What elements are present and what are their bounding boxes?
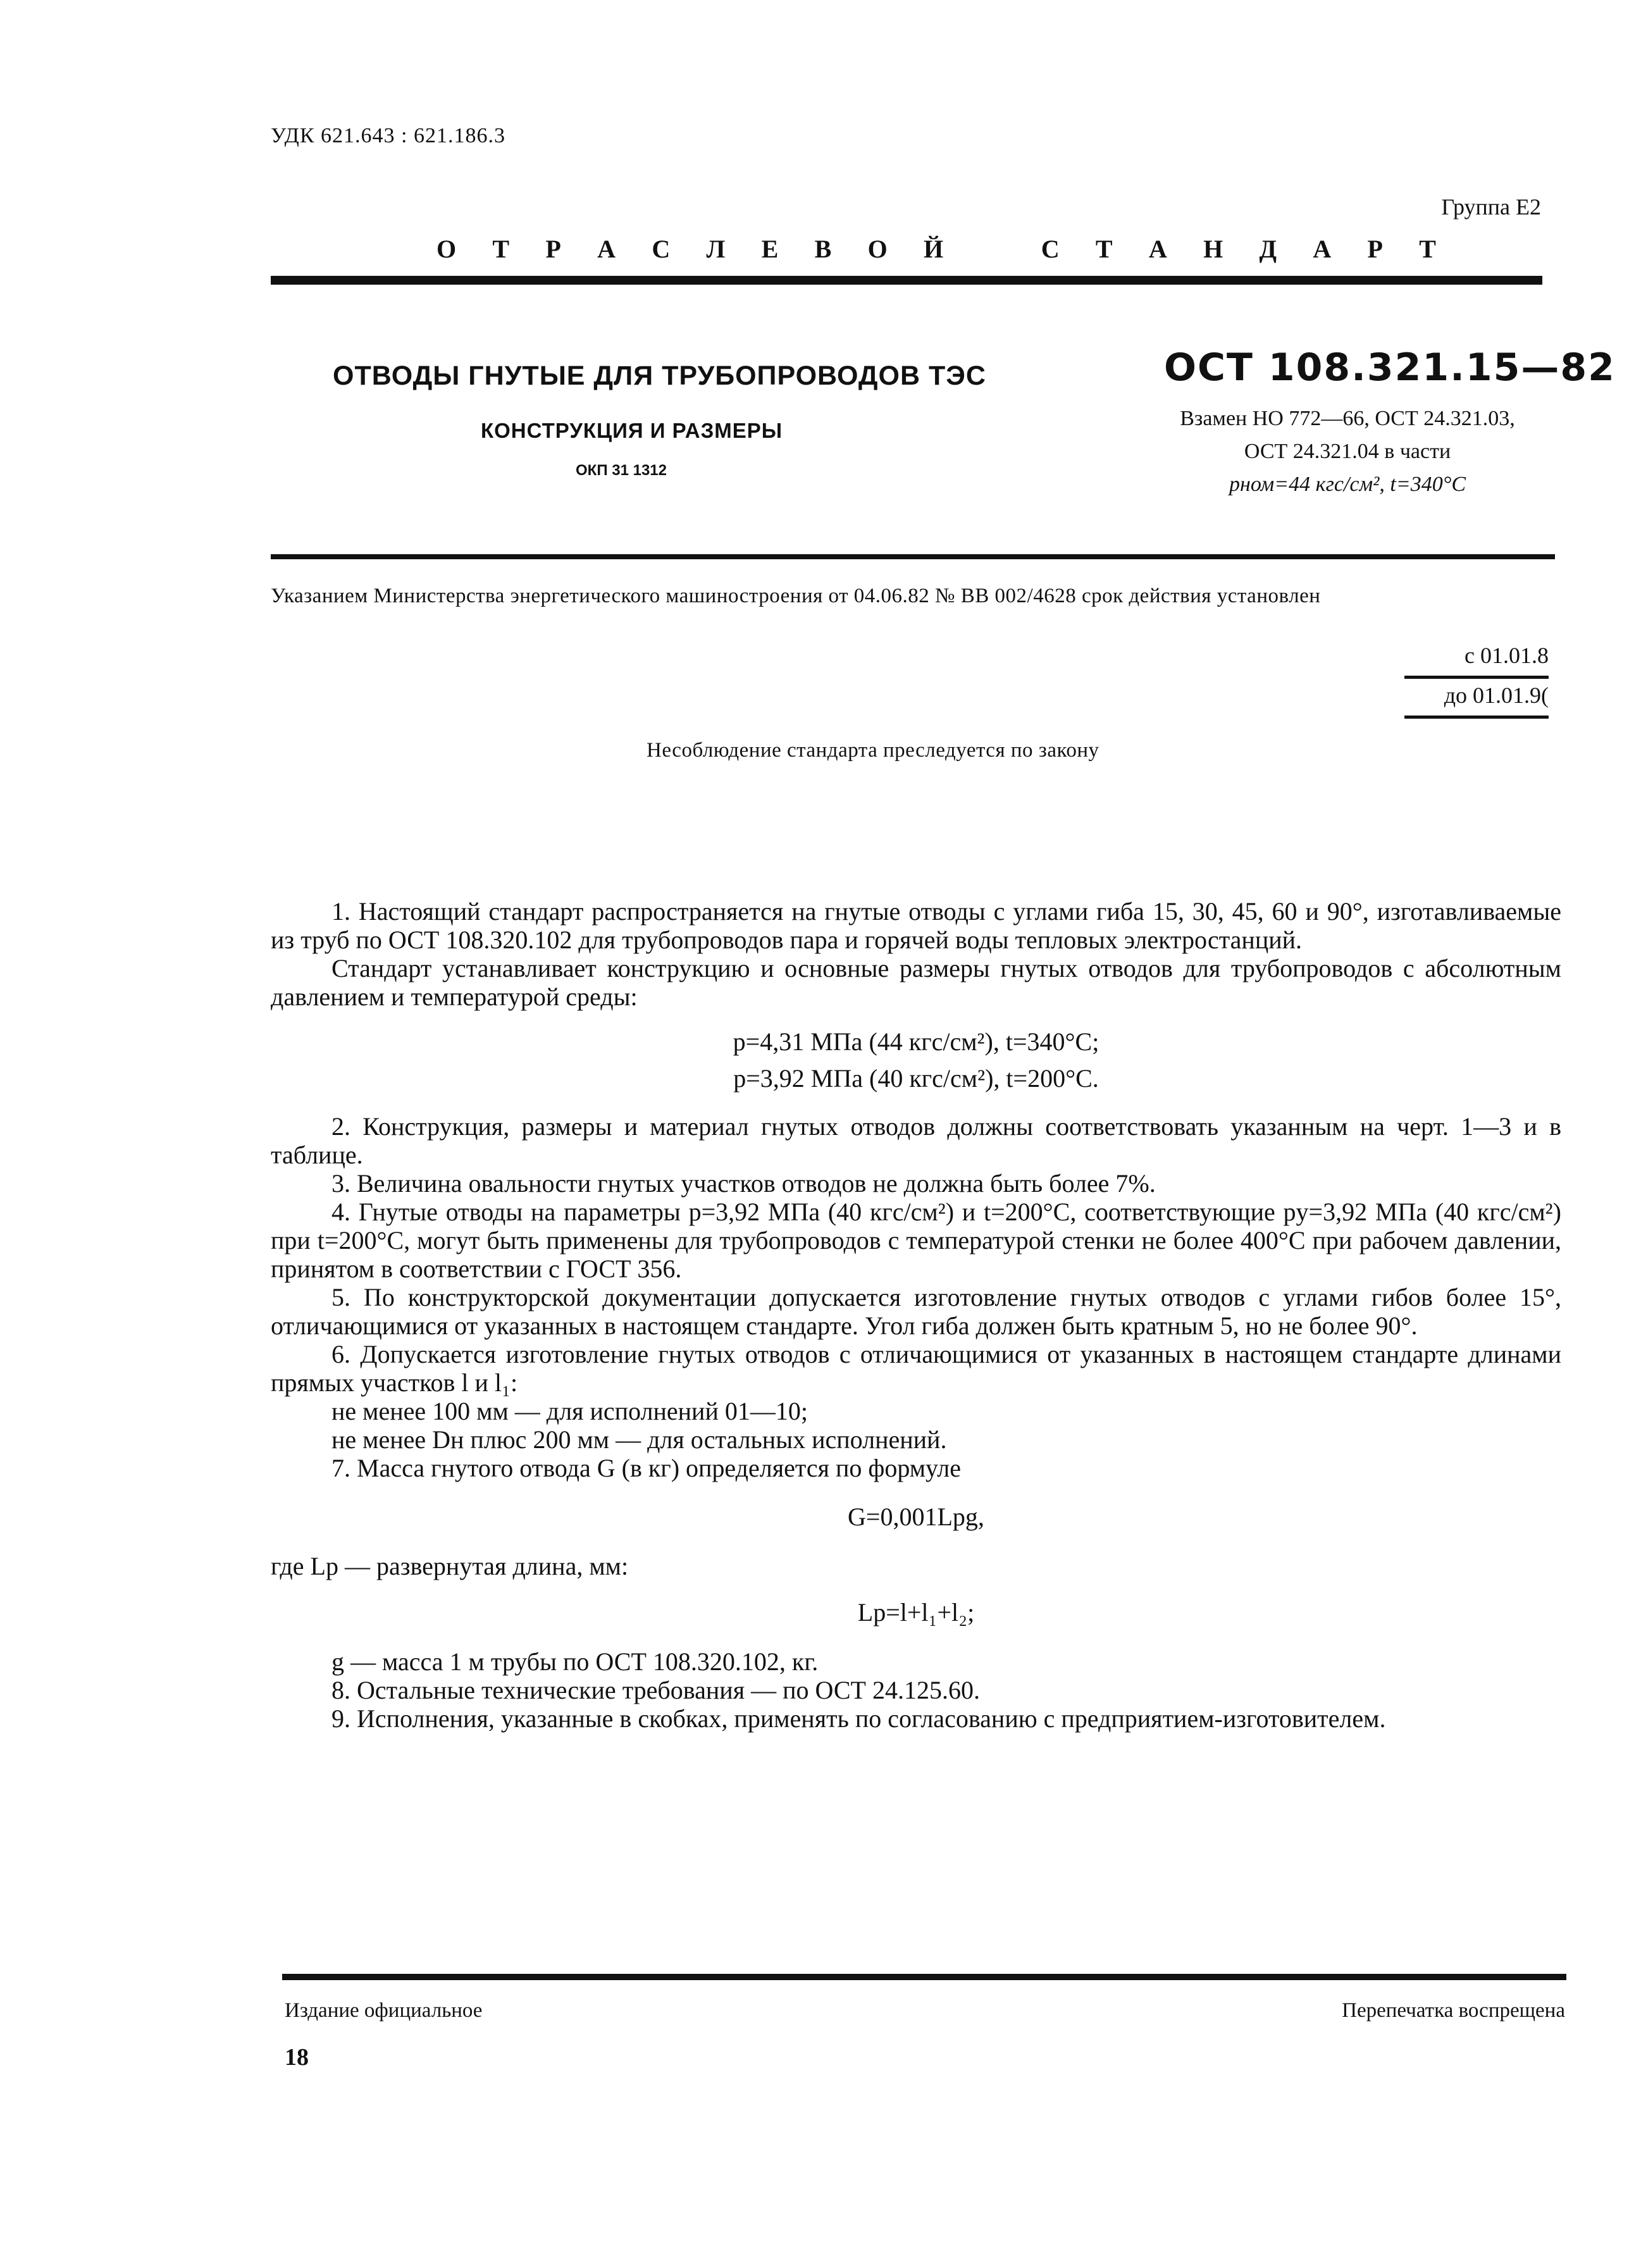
heading-letter: Е: [761, 235, 779, 263]
paragraph-7b: g — масса 1 м трубы по ОСТ 108.320.102, кг.: [331, 1647, 819, 1676]
replaces-line: pном=44 кгс/см², t=340°C: [1229, 473, 1466, 496]
heading-letter: Р: [545, 235, 561, 263]
paragraph-4: 4. Гнутые отводы на параметры p=3,92 МПа (40 кгс/см²) и t=200°C, соответствующие pу=3,92 МПа (40 кгс/см²) при t=200°C, могут быть применены для трубопроводов с температурой стенки не более 400°C при рабочем давлении, принятом в соответствии с ГОСТ 356.: [271, 1198, 1561, 1283]
paragraph-6: 6. Допускается изготовление гнутых отводов с отличающимися от указанных в настоящем стандарте длинами прямых участков l и l₁:: [271, 1340, 1561, 1397]
heading-letter: Н: [1203, 235, 1223, 263]
valid-from: с 01.01.8: [1404, 639, 1549, 679]
heading-letter: А: [1148, 235, 1167, 263]
heading-letter: Л: [706, 235, 726, 263]
heading-letter: В: [814, 235, 832, 263]
paragraph-3: 3. Величина овальности гнутых участков отводов не должна быть более 7%.: [331, 1169, 1156, 1198]
heading-letter: Р: [1367, 235, 1383, 263]
paragraph-6b: не менее Dн плюс 200 мм — для остальных исполнений.: [331, 1425, 947, 1454]
header-rule: [271, 276, 1542, 285]
page-number: 18: [285, 2044, 309, 2071]
reprint-prohibited-label: Перепечатка воспрещена: [1342, 1999, 1565, 2022]
heading-letter: Т: [1419, 235, 1436, 263]
decree-text: Указанием Министерства энергетического машиностроения от 04.06.82 № ВВ 002/4628 срок действия установлен: [271, 585, 1321, 607]
standard-number: ОСТ 108.321.15—82: [1164, 345, 1616, 390]
standard-type-heading: [437, 234, 1436, 264]
penalty-notice: Несоблюдение стандарта преследуется по закону: [647, 739, 1099, 762]
validity-dates: [1404, 639, 1549, 719]
valid-to: до 01.01.9(: [1404, 679, 1549, 719]
official-edition-label: Издание официальное: [285, 1999, 483, 2022]
heading-letter: О: [867, 235, 888, 263]
paragraph-6a: не менее 100 мм — для исполнений 01—10;: [331, 1397, 808, 1425]
okp-code: ОКП 31 1312: [576, 462, 667, 479]
heading-letter: А: [1313, 235, 1332, 263]
heading-letter: Й: [924, 235, 944, 263]
title-rule: [271, 554, 1555, 559]
group-code: Группа Е2: [1441, 194, 1541, 220]
heading-letter: О: [437, 235, 457, 263]
heading-letter: С: [1041, 235, 1060, 263]
paragraph-8: 8. Остальные технические требования — по ОСТ 24.125.60.: [331, 1676, 980, 1704]
footer-rule: [282, 1974, 1566, 1980]
formula-length: Lр=l+l₁+l₂;: [857, 1598, 975, 1627]
heading-letter: Т: [1095, 235, 1113, 263]
replaces-line: Взамен НО 772—66, ОСТ 24.321.03,: [1180, 407, 1515, 430]
heading-letter: Д: [1259, 235, 1277, 263]
main-text: [271, 897, 1561, 1733]
heading-letter: С: [652, 235, 671, 263]
udk-code: УДК 621.643 : 621.186.3: [271, 124, 505, 147]
heading-gap: [979, 234, 1005, 264]
paragraph-1: 1. Настоящий стандарт распространяется на гнутые отводы с углами гиба 15, 30, 45, 60 и 90°, изготавливаемые из труб по ОСТ 108.320.102 для трубопроводов пара и горячей воды тепловых электростанций.: [271, 897, 1561, 954]
document-subtitle: КОНСТРУКЦИЯ И РАЗМЕРЫ: [481, 419, 783, 442]
heading-letter: Т: [492, 235, 510, 263]
paragraph-9: 9. Исполнения, указанные в скобках, применять по согласованию с предприятием-изготовителем.: [331, 1704, 1386, 1733]
document-title: ОТВОДЫ ГНУТЫЕ ДЛЯ ТРУБОПРОВОДОВ ТЭС: [333, 361, 986, 391]
formula-mass: G=0,001Lрg,: [848, 1503, 984, 1531]
paragraph-7a: где Lр — развернутая длина, мм:: [271, 1552, 629, 1580]
replaces-line: ОСТ 24.321.04 в части: [1244, 440, 1451, 463]
paragraph-2: 2. Конструкция, размеры и материал гнутых отводов должны соответствовать указанным на черт. 1—3 и в таблице.: [271, 1112, 1561, 1169]
heading-letter: А: [597, 235, 616, 263]
paragraph-7: 7. Масса гнутого отвода G (в кг) определяется по формуле: [331, 1454, 961, 1482]
paragraph-5: 5. По конструкторской документации допускается изготовление гнутых отводов с углами гибов более 15°, отличающимися от указанных в настоящем стандарте. Угол гиба должен быть кратным 5, но не более 90°.: [271, 1283, 1561, 1340]
formula-parameters-1: p=4,31 МПа (44 кгс/см²), t=340°C;: [733, 1027, 1099, 1056]
formula-parameters-2: p=3,92 МПа (40 кгс/см²), t=200°C.: [733, 1064, 1099, 1093]
paragraph-1b: Стандарт устанавливает конструкцию и основные размеры гнутых отводов для трубопроводов с абсолютным давлением и температурой среды:: [271, 954, 1561, 1011]
replaces-block: [1139, 402, 1556, 501]
